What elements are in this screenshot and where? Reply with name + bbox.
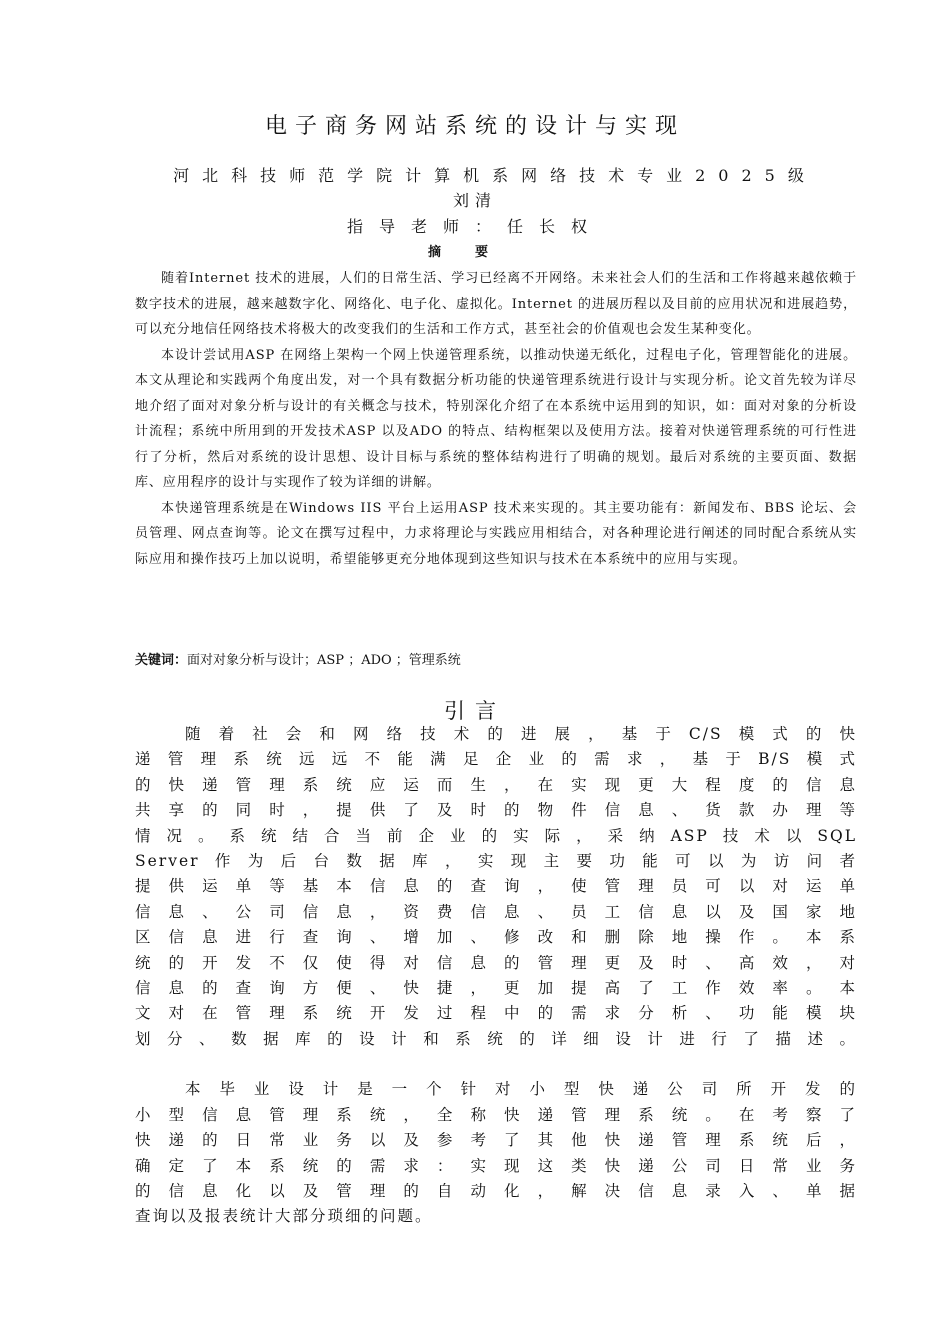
intro-line: 小型信息管理系统，全称快递管理系统。在考察了 xyxy=(135,1105,857,1124)
abstract-body xyxy=(135,266,857,572)
intro-line: 确定了本系统的需求：实现这类快递公司日常业务 xyxy=(135,1156,857,1175)
advisor-line: 指导老师：任长权 xyxy=(346,217,603,236)
intro-line: 文对在管理系统开发过程中的需求分析、功能模块 xyxy=(135,1004,857,1023)
intro-line: 共享的同时，提供了及时的物件信息、货款办理等 xyxy=(135,801,857,820)
intro-line: 信息、公司信息，资费信息、员工信息以及国家地 xyxy=(135,902,857,921)
document-title: 电子商务网站系统的设计与实现 xyxy=(264,114,685,139)
abstract-heading: 摘要 xyxy=(427,245,522,260)
keywords-label: 关键词： xyxy=(135,653,188,668)
author-name: 刘清 xyxy=(452,191,497,210)
abstract-paragraph: 本设计尝试用ASP 在网络上架构一个网上快递管理系统，以推动快递无纸化，过程电子化，管理智能化的进展。本文从理论和实践两个角度出发，对一个具有数据分析功能的快递管理系统进行设计与实现分析。论文首先较为详尽地介绍了面对对象分析与设计的有关概念与技术，特别深化介绍了在本系统中运用到的知识，如：面对对象的分析设计流程；系统中所用到的开发技术ASP 以及ADO 的特点、结构框架以及使用方法。接着对快递管理系统的可行性进行了分析，然后对系统的设计思想、设计目标与系统的整体结构进行了明确的规划。最后对系统的主要页面、数据库、应用程序的设计与实现作了较为详细的讲解。 xyxy=(135,347,857,490)
intro-line: 信息的查询方便、快捷，更加提高了工作效率。本 xyxy=(135,978,857,997)
intro-line: Server作为后台数据库，实现主要功能可以为访问者 xyxy=(135,851,857,870)
keywords-line xyxy=(135,650,857,672)
intro-heading: 引言 xyxy=(444,699,506,723)
intro-body xyxy=(135,722,857,1230)
author-affiliation: 河北科技师范学院计算机系网络技术专业2025级 xyxy=(173,166,817,185)
intro-line: 查询以及报表统计大部分琐细的问题。 xyxy=(135,1207,433,1226)
intro-line: 区信息进行查询、增加、修改和删除地操作。本系 xyxy=(135,928,857,947)
keywords-text: 面对对象分析与设计；ASP ；ADO ；管理系统 xyxy=(187,653,461,668)
intro-line: 提供运单等基本信息的查询，使管理员可以对运单 xyxy=(135,877,857,896)
intro-line: 情况。系统结合当前企业的实际，采纳ASP技术以SQL xyxy=(135,826,857,845)
intro-line: 的信息化以及管理的自动化，解决信息录入、单据 xyxy=(135,1182,857,1201)
intro-line: 快递的日常业务以及参考了其他快递管理系统后， xyxy=(135,1131,857,1150)
intro-line: 划分、数据库的设计和系统的详细设计进行了描述。 xyxy=(135,1029,857,1048)
intro-line: 随着社会和网络技术的进展，基于C/S模式的快 xyxy=(185,725,857,743)
intro-line: 的快递管理系统应运而生，在实现更大程度的信息 xyxy=(135,775,857,794)
abstract-paragraph: 本快递管理系统是在Windows IIS 平台上运用ASP 技术来实现的。其主要功能有：新闻发布、BBS 论坛、会员管理、网点查询等。论文在撰写过程中，力求将理论与实践应用相结合，对各种理论进行阐述的同时配合系统从实际应用和操作技巧上加以说明，希望能够更充分地体现到这些知识与技术在本系统中的应用与实现。 xyxy=(135,500,857,567)
paragraph-gap xyxy=(135,1052,857,1077)
intro-line: 统的开发不仅使得对信息的管理更及时、高效，对 xyxy=(135,953,857,972)
intro-line: 本毕业设计是一个针对小型快递公司所开发的 xyxy=(185,1080,857,1099)
intro-line: 递管理系统远远不能满足企业的需求，基于B/S模式 xyxy=(135,750,857,769)
abstract-paragraph: 随着Internet 技术的进展，人们的日常生活、学习已经离不开网络。未来社会人们的生活和工作将越来越依赖于数字技术的进展，越来越数字化、网络化、电子化、虚拟化。Internet 的进展历程以及目前的应用状况和进展趋势，可以充分地信任网络技术将极大的改变我们的生活和工作方式，甚至社会的价值观也会发生某种变化。 xyxy=(135,271,857,337)
